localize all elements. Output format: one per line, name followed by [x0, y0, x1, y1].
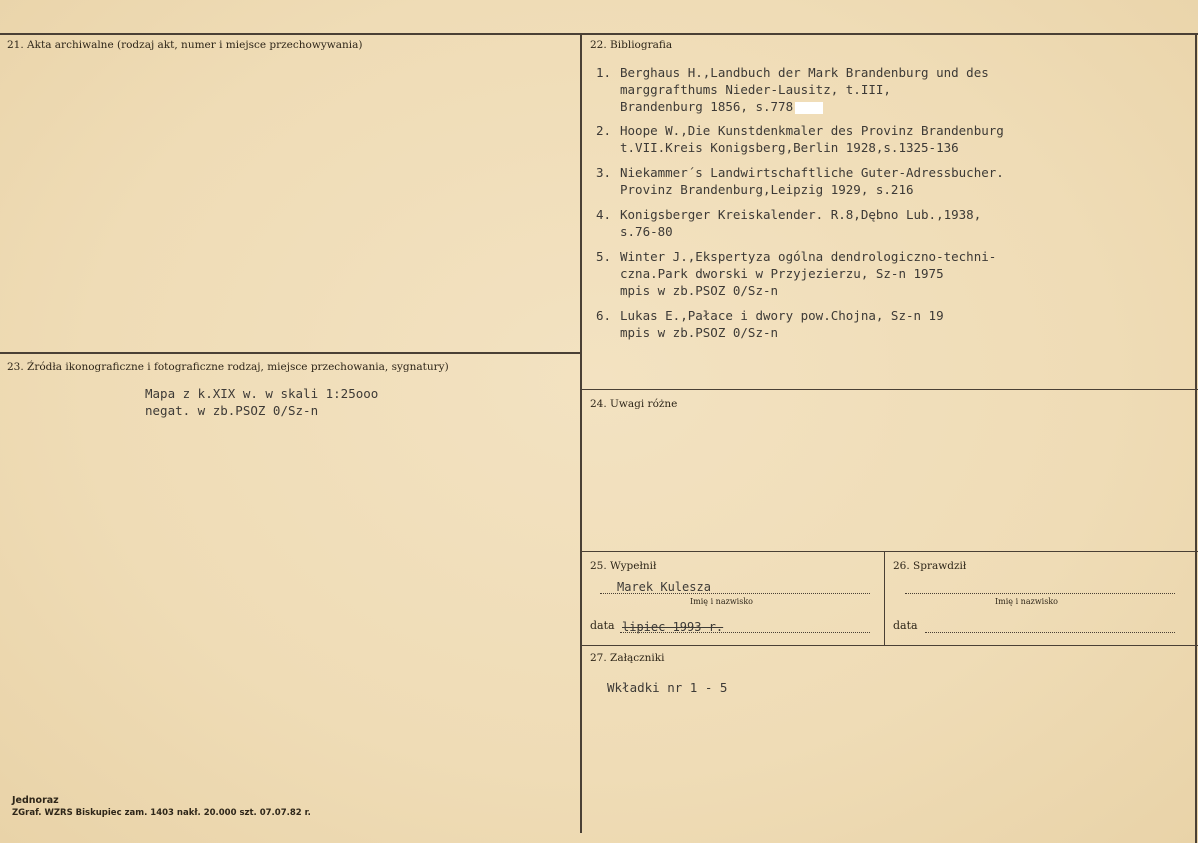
name-caption: Imię i nazwisko	[995, 597, 1058, 606]
top-border	[0, 33, 1198, 35]
date-dotted-line	[925, 632, 1175, 633]
bib-text-line-2: Provinz Brandenburg,Leipzig 1929, s.216	[620, 182, 914, 197]
section-22-heading: 22. Bibliografia	[590, 39, 673, 51]
name-dotted-line	[600, 593, 870, 594]
bib-text-line-1: Niekammer´s Landwirtschaftliche Guter-Adressbucher.	[620, 165, 1004, 180]
correction-fluid-mark	[795, 102, 823, 114]
bib-text-line-2: mpis w zb.PSOZ 0/Sz-n	[620, 325, 779, 340]
bib-text-line-3: mpis w zb.PSOZ 0/Sz-n	[620, 283, 779, 298]
bib-text-line-3	[620, 98, 823, 115]
bib-text-line-1: Hoope W.,Die Kunstdenkmaler des Provinz Brandenburg	[620, 123, 1004, 138]
bib-text-line-3-text: Brandenburg 1856, s.778	[620, 99, 794, 114]
section-21-heading: 21. Akta archiwalne (rodzaj akt, numer i miejsce przechowywania)	[7, 39, 363, 51]
name-dotted-line	[905, 593, 1175, 594]
bib-number: 2.	[596, 123, 612, 138]
filled-by-name: Marek Kulesza	[617, 580, 711, 594]
bib-number: 6.	[596, 308, 612, 323]
section-27-heading: 27. Załączniki	[590, 652, 665, 664]
bib-text-line-2: marggrafthums Nieder-Lausitz, t.III,	[620, 82, 891, 97]
attachments-text: Wkładki nr 1 - 5	[607, 680, 728, 695]
filled-date: lipiec 1993 r.	[622, 620, 724, 634]
bib-text-line-1: Lukas E.,Pałace i dwory pow.Chojna, Sz-n 19	[620, 308, 944, 323]
bib-text-line-1: Berghaus H.,Landbuch der Mark Brandenburg und des	[620, 65, 989, 80]
bib-text-line-2: czna.Park dworski w Przyjezierzu, Sz-n 1975	[620, 266, 944, 281]
footer-line-1: Jednoraz	[12, 795, 59, 806]
bib-number: 1.	[596, 65, 612, 80]
date-label: data	[893, 619, 918, 632]
bib-number: 4.	[596, 207, 612, 222]
name-caption: Imię i nazwisko	[690, 597, 753, 606]
bib-number: 3.	[596, 165, 612, 180]
right-divider-2	[581, 551, 1198, 552]
section-25-26-divider	[884, 551, 885, 645]
right-edge	[1195, 33, 1197, 843]
left-divider	[0, 352, 581, 354]
date-dotted-line	[620, 632, 870, 633]
section-23-line-1: Mapa z k.XIX w. w skali 1:25ooo	[145, 386, 379, 401]
section-26-heading: 26. Sprawdził	[893, 560, 967, 572]
section-24-heading: 24. Uwagi różne	[590, 398, 678, 410]
bib-text-line-1: Winter J.,Ekspertyza ogólna dendrologiczno-techni-	[620, 249, 997, 264]
right-divider-1	[581, 389, 1198, 390]
section-23-heading: 23. Źródła ikonograficzne i fotograficzne rodzaj, miejsce przechowania, sygnatury)	[7, 361, 449, 373]
bib-text-line-1: Konigsberger Kreiskalender. R.8,Dębno Lub.,1938,	[620, 207, 982, 222]
section-25-heading: 25. Wypełnił	[590, 560, 657, 572]
right-divider-3	[581, 645, 1198, 646]
center-divider	[580, 33, 582, 833]
bib-text-line-2: s.76-80	[620, 224, 673, 239]
bib-text-line-2: t.VII.Kreis Konigsberg,Berlin 1928,s.1325-136	[620, 140, 959, 155]
footer-line-2: ZGraf. WZRS Biskupiec zam. 1403 nakł. 20.000 szt. 07.07.82 r.	[12, 808, 311, 818]
bib-number: 5.	[596, 249, 612, 264]
section-23-line-2: negat. w zb.PSOZ 0/Sz-n	[145, 403, 319, 418]
date-label: data	[590, 619, 615, 632]
